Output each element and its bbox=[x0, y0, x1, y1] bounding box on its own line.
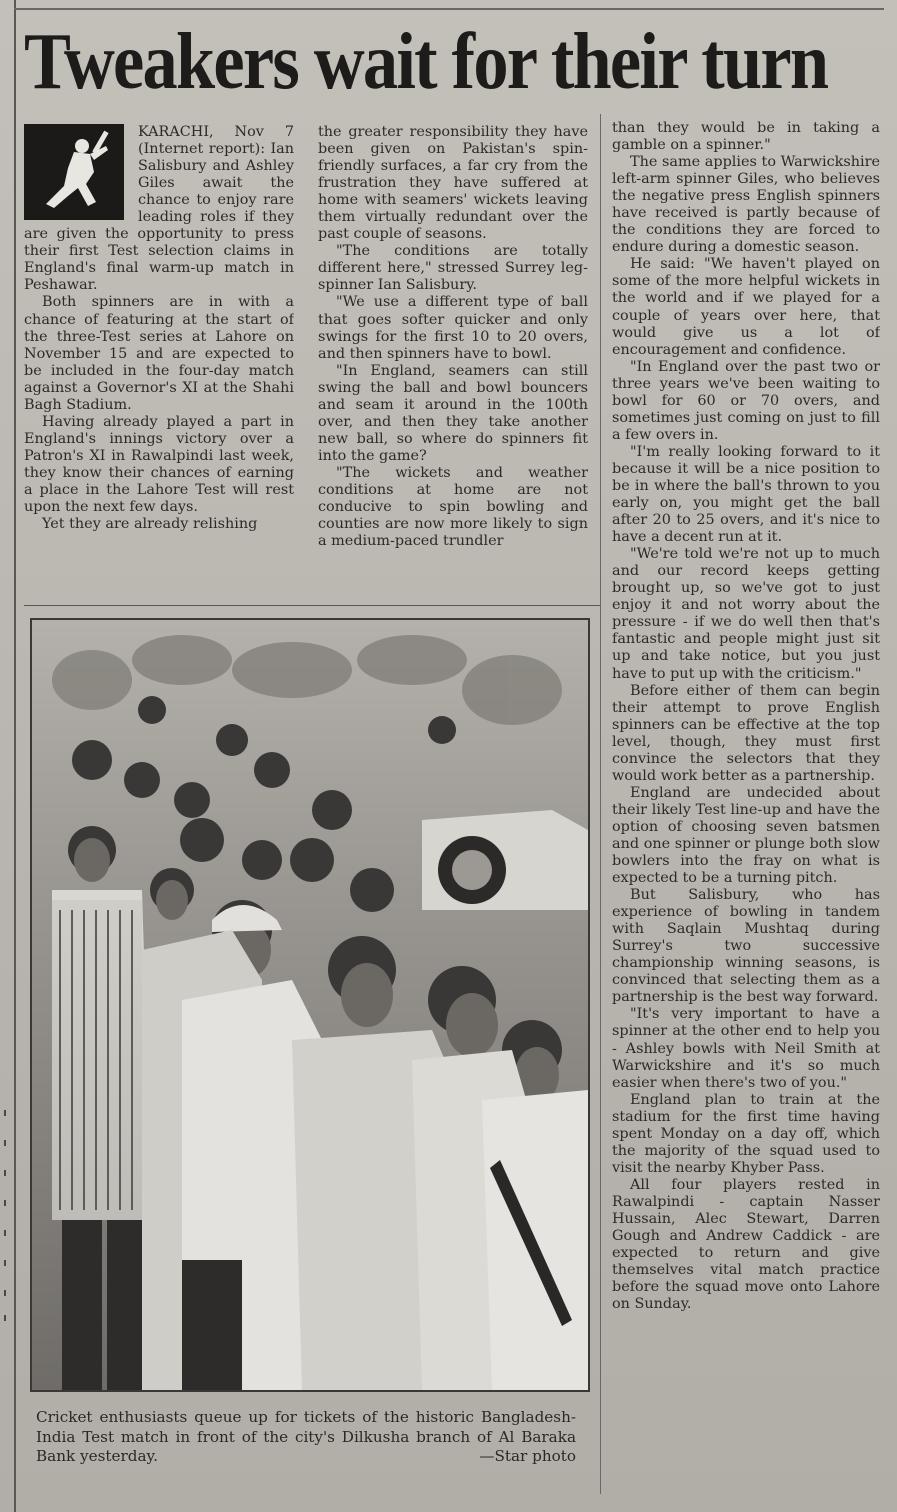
photo-separator-rule bbox=[24, 605, 600, 606]
paragraph: The same applies to Warwickshire left-arm spinner Giles, who believes the negative press English spinners have received is partly because of the conditions they are forced to endure during a domestic season. bbox=[612, 154, 880, 256]
paragraph: Yet they are already relishing bbox=[42, 516, 258, 533]
paragraph: Having already played a part in England's innings victory over a Patron's XI in Rawalpindi last week, they know their chances of earning a place in the Lahore Test will rest upon the next few days. bbox=[24, 413, 294, 516]
article-column-1 bbox=[24, 124, 294, 592]
paragraph: "The wickets and weather conditions at home are not conducive to spin bowling and counties are now more likely to sign a medium-paced trundler bbox=[318, 464, 588, 550]
paragraph: "The conditions are totally different here," stressed Surrey leg-spinner Ian Salisbury. bbox=[318, 243, 588, 294]
paragraph: England plan to train at the stadium for the first time having spent Monday on a day off, which the majority of the squad used to visit the nearby Khyber Pass. bbox=[612, 1091, 880, 1176]
paragraph: But Salisbury, who has experience of bowling in tandem with Saqlain Mushtaq during Surrey's two successive championship winning seasons, is convinced that selecting them as a partnership is the best way forward. bbox=[612, 887, 880, 1006]
article-column-3 bbox=[612, 120, 880, 1490]
paragraph: than they would be in taking a gamble on a spinner." bbox=[612, 120, 880, 154]
paragraph: KARACHI, Nov 7 (Internet report): Ian Salisbury and Ashley Giles await the chance to enjoy rare leading roles if they are given the opportunity to press their first Test selection claims in England's final warm-up match in Peshawar. bbox=[24, 124, 294, 294]
edge-marks bbox=[2, 1100, 10, 1330]
cricket-batsman-icon bbox=[24, 124, 124, 220]
paragraph: "We're told we're not up to much and our record keeps getting brought up, so we've got to just enjoy it and not worry about the pressure - if we do well then that's fantastic and people might just sit up and take notice, but you just have to put up with the criticism." bbox=[612, 546, 880, 682]
paragraph: Before either of them can begin their attempt to prove English spinners can be effective at the top level, though, they must first convince the selectors that they would work better as a partnership. bbox=[612, 682, 880, 784]
paragraph: "We use a different type of ball that goes softer quicker and only swings for the first 10 to 20 overs, and then spinners have to bowl. bbox=[318, 294, 588, 362]
top-rule bbox=[14, 8, 884, 10]
paragraph: "I'm really looking forward to it because it will be a nice position to be in where the ball's thrown to you early on, you might get the ball after 20 to 25 overs, and it's nice to have a decent run at it. bbox=[612, 443, 880, 546]
paragraph: the greater responsibility they have been given on Pakistan's spin-friendly surfaces, a far cry from the frustration they have suffered at home with seamers' wickets leaving them virtually redundant over the past couple of seasons. bbox=[318, 124, 588, 243]
news-photo bbox=[30, 618, 590, 1392]
paragraph: "In England over the past two or three years we've been waiting to bowl for 60 or 70 overs, and sometimes just coming on just to fill a few overs in. bbox=[612, 358, 880, 443]
photo-credit: —Star photo bbox=[479, 1447, 576, 1465]
photo-caption bbox=[36, 1408, 576, 1467]
paragraph: He said: "We haven't played on some of the more helpful wickets in the world and if we played for a couple of years over here, that would give us a lot of encouragement and confidence. bbox=[612, 256, 880, 358]
paragraph: All four players rested in Rawalpindi - captain Nasser Hussain, Alec Stewart, Darren Gough and Andrew Caddick - are expected to return and give themselves vital match practice before the squad move onto Lahore on Sunday. bbox=[612, 1176, 880, 1313]
headline: Tweakers wait for their turn bbox=[24, 18, 828, 106]
paragraph: "In England, seamers can still swing the ball and bowl bouncers and seam it around in the 100th over, and then they take another new ball, so where do spinners fit into the game? bbox=[318, 362, 588, 464]
column-divider bbox=[600, 114, 601, 1494]
paragraph: Both spinners are in with a chance of featuring at the start of the three-Test series at Lahore on November 15 and are expected to be included in the four-day match against a Governor's XI at the Shahi Bagh Stadium. bbox=[24, 294, 294, 413]
paragraph: England are undecided about their likely Test line-up and have the option of choosing seven batsmen and one spinner or plunge both slow bowlers into the fray on what is expected to be a turning pitch. bbox=[612, 784, 880, 887]
left-column-rule bbox=[14, 0, 16, 1512]
paragraph: "It's very important to have a spinner at the other end to help you - Ashley bowls with Neil Smith at Warwickshire and it's so much easier when there's two of you." bbox=[612, 1006, 880, 1091]
caption-text: Cricket enthusiasts queue up for tickets of the historic Bangladesh-India Test match in front of the city's Dilkusha branch of Al Baraka Bank yesterday. bbox=[36, 1408, 576, 1465]
article-column-2 bbox=[318, 124, 588, 592]
